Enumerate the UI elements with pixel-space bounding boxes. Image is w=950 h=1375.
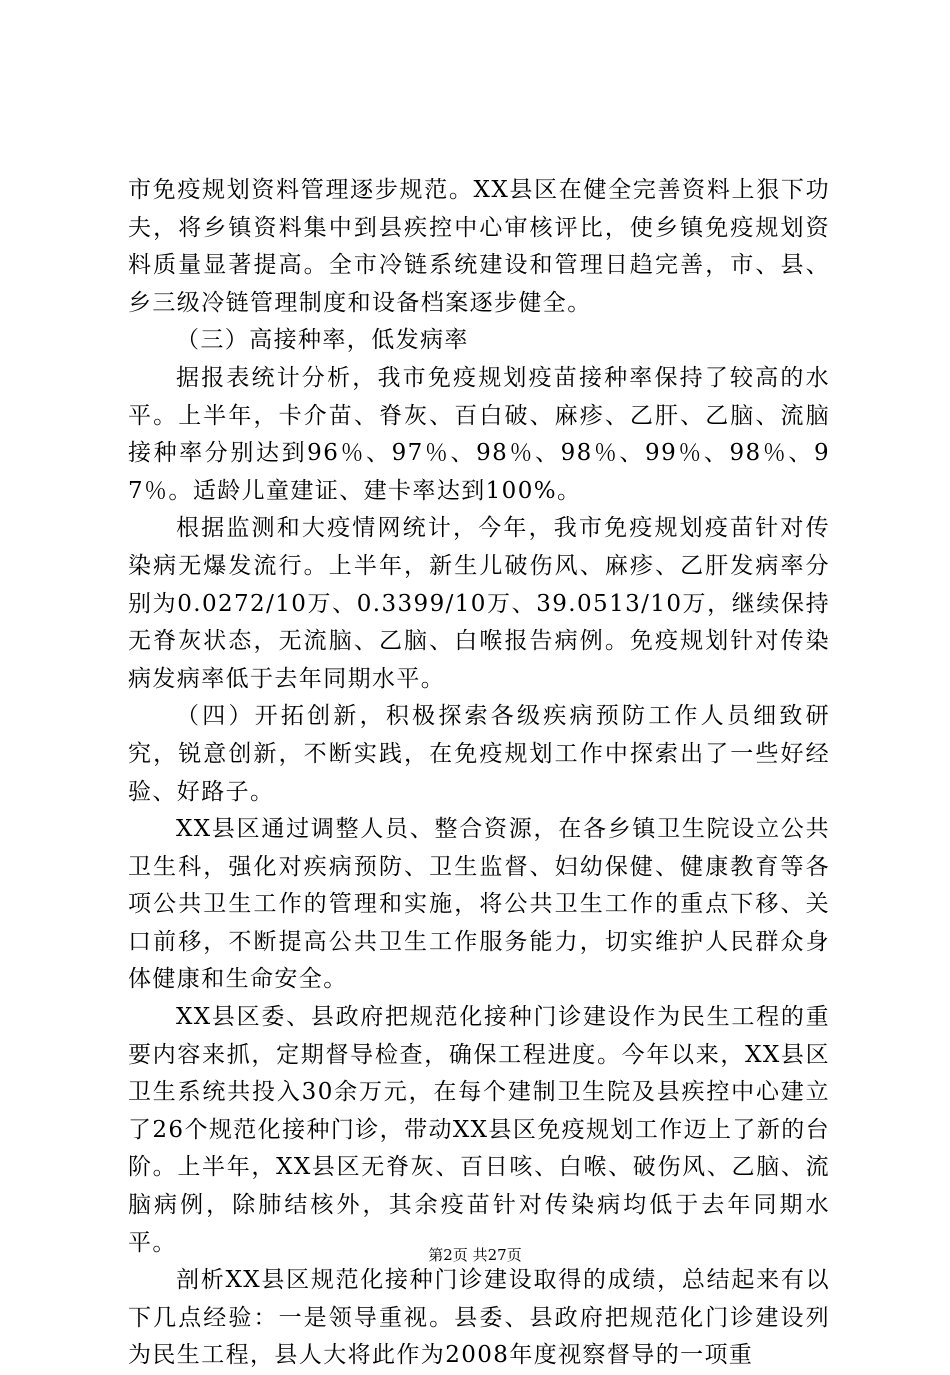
document-body [128,172,830,1375]
paragraph-public-health: XX县区通过调整人员、整合资源，在各乡镇卫生院设立公共卫生科，强化对疾病预防、卫生监督、妇幼保健、健康教育等各项公共卫生工作的管理和实施，将公共卫生工作的重点下移、关口前移，不断提高公共卫生工作服务能力，切实维护人民群众身体健康和生命安全。 [128,816,830,993]
paragraph-experience: 剖析XX县区规范化接种门诊建设取得的成绩，总结起来有以下几点经验：一是领导重视。县委、县政府把规范化门诊建设列为民生工程，县人大将此作为2008年度视察督导的一项重 [128,1267,830,1369]
section-heading-4: （四）开拓创新，积极探索各级疾病预防工作人员细致研究，锐意创新，不断实践，在免疫规划工作中探索出了一些好经验、好路子。 [128,703,830,805]
paragraph-clinic-construction: XX县区委、县政府把规范化接种门诊建设作为民生工程的重要内容来抓，定期督导检查，确保工程进度。今年以来，XX县区卫生系统共投入30余万元，在每个建制卫生院及县疾控中心建立了26个规范化接种门诊，带动XX县区免疫规划工作迈上了新的台阶。上半年，XX县区无脊灰、百日咳、白喉、破伤风、乙脑、流脑病例，除肺结核外，其余疫苗针对传染病均低于去年同期水平。 [128,1004,831,1256]
paragraph-incidence-rate: 根据监测和大疫情网统计，今年，我市免疫规划疫苗针对传染病无爆发流行。上半年，新生儿破伤风、麻疹、乙肝发病率分别为0.0272/10万、0.3399/10万、39.0513/10万，继续保持无脊灰状态，无流脑、乙脑、白喉报告病例。免疫规划针对传染病发病率低于去年同期水平。 [128,515,830,692]
paragraph-1: 市免疫规划资料管理逐步规范。XX县区在健全完善资料上狠下功夫，将乡镇资料集中到县疾控中心审核评比，使乡镇免疫规划资料质量显著提高。全市冷链系统建设和管理日趋完善，市、县、乡三级冷链管理制度和设备档案逐步健全。 [128,177,830,316]
section-heading-3: （三）高接种率，低发病率 [176,327,469,354]
paragraph-vaccination-rate: 据报表统计分析，我市免疫规划疫苗接种率保持了较高的水平。上半年，卡介苗、脊灰、百白破、麻疹、乙肝、乙脑、流脑接种率分别达到96％、97％、98％、98％、99％、98％、97％。适龄儿童建证、建卡率达到100%。 [128,364,830,504]
page-footer: 第2页 共27页 [428,1246,522,1264]
